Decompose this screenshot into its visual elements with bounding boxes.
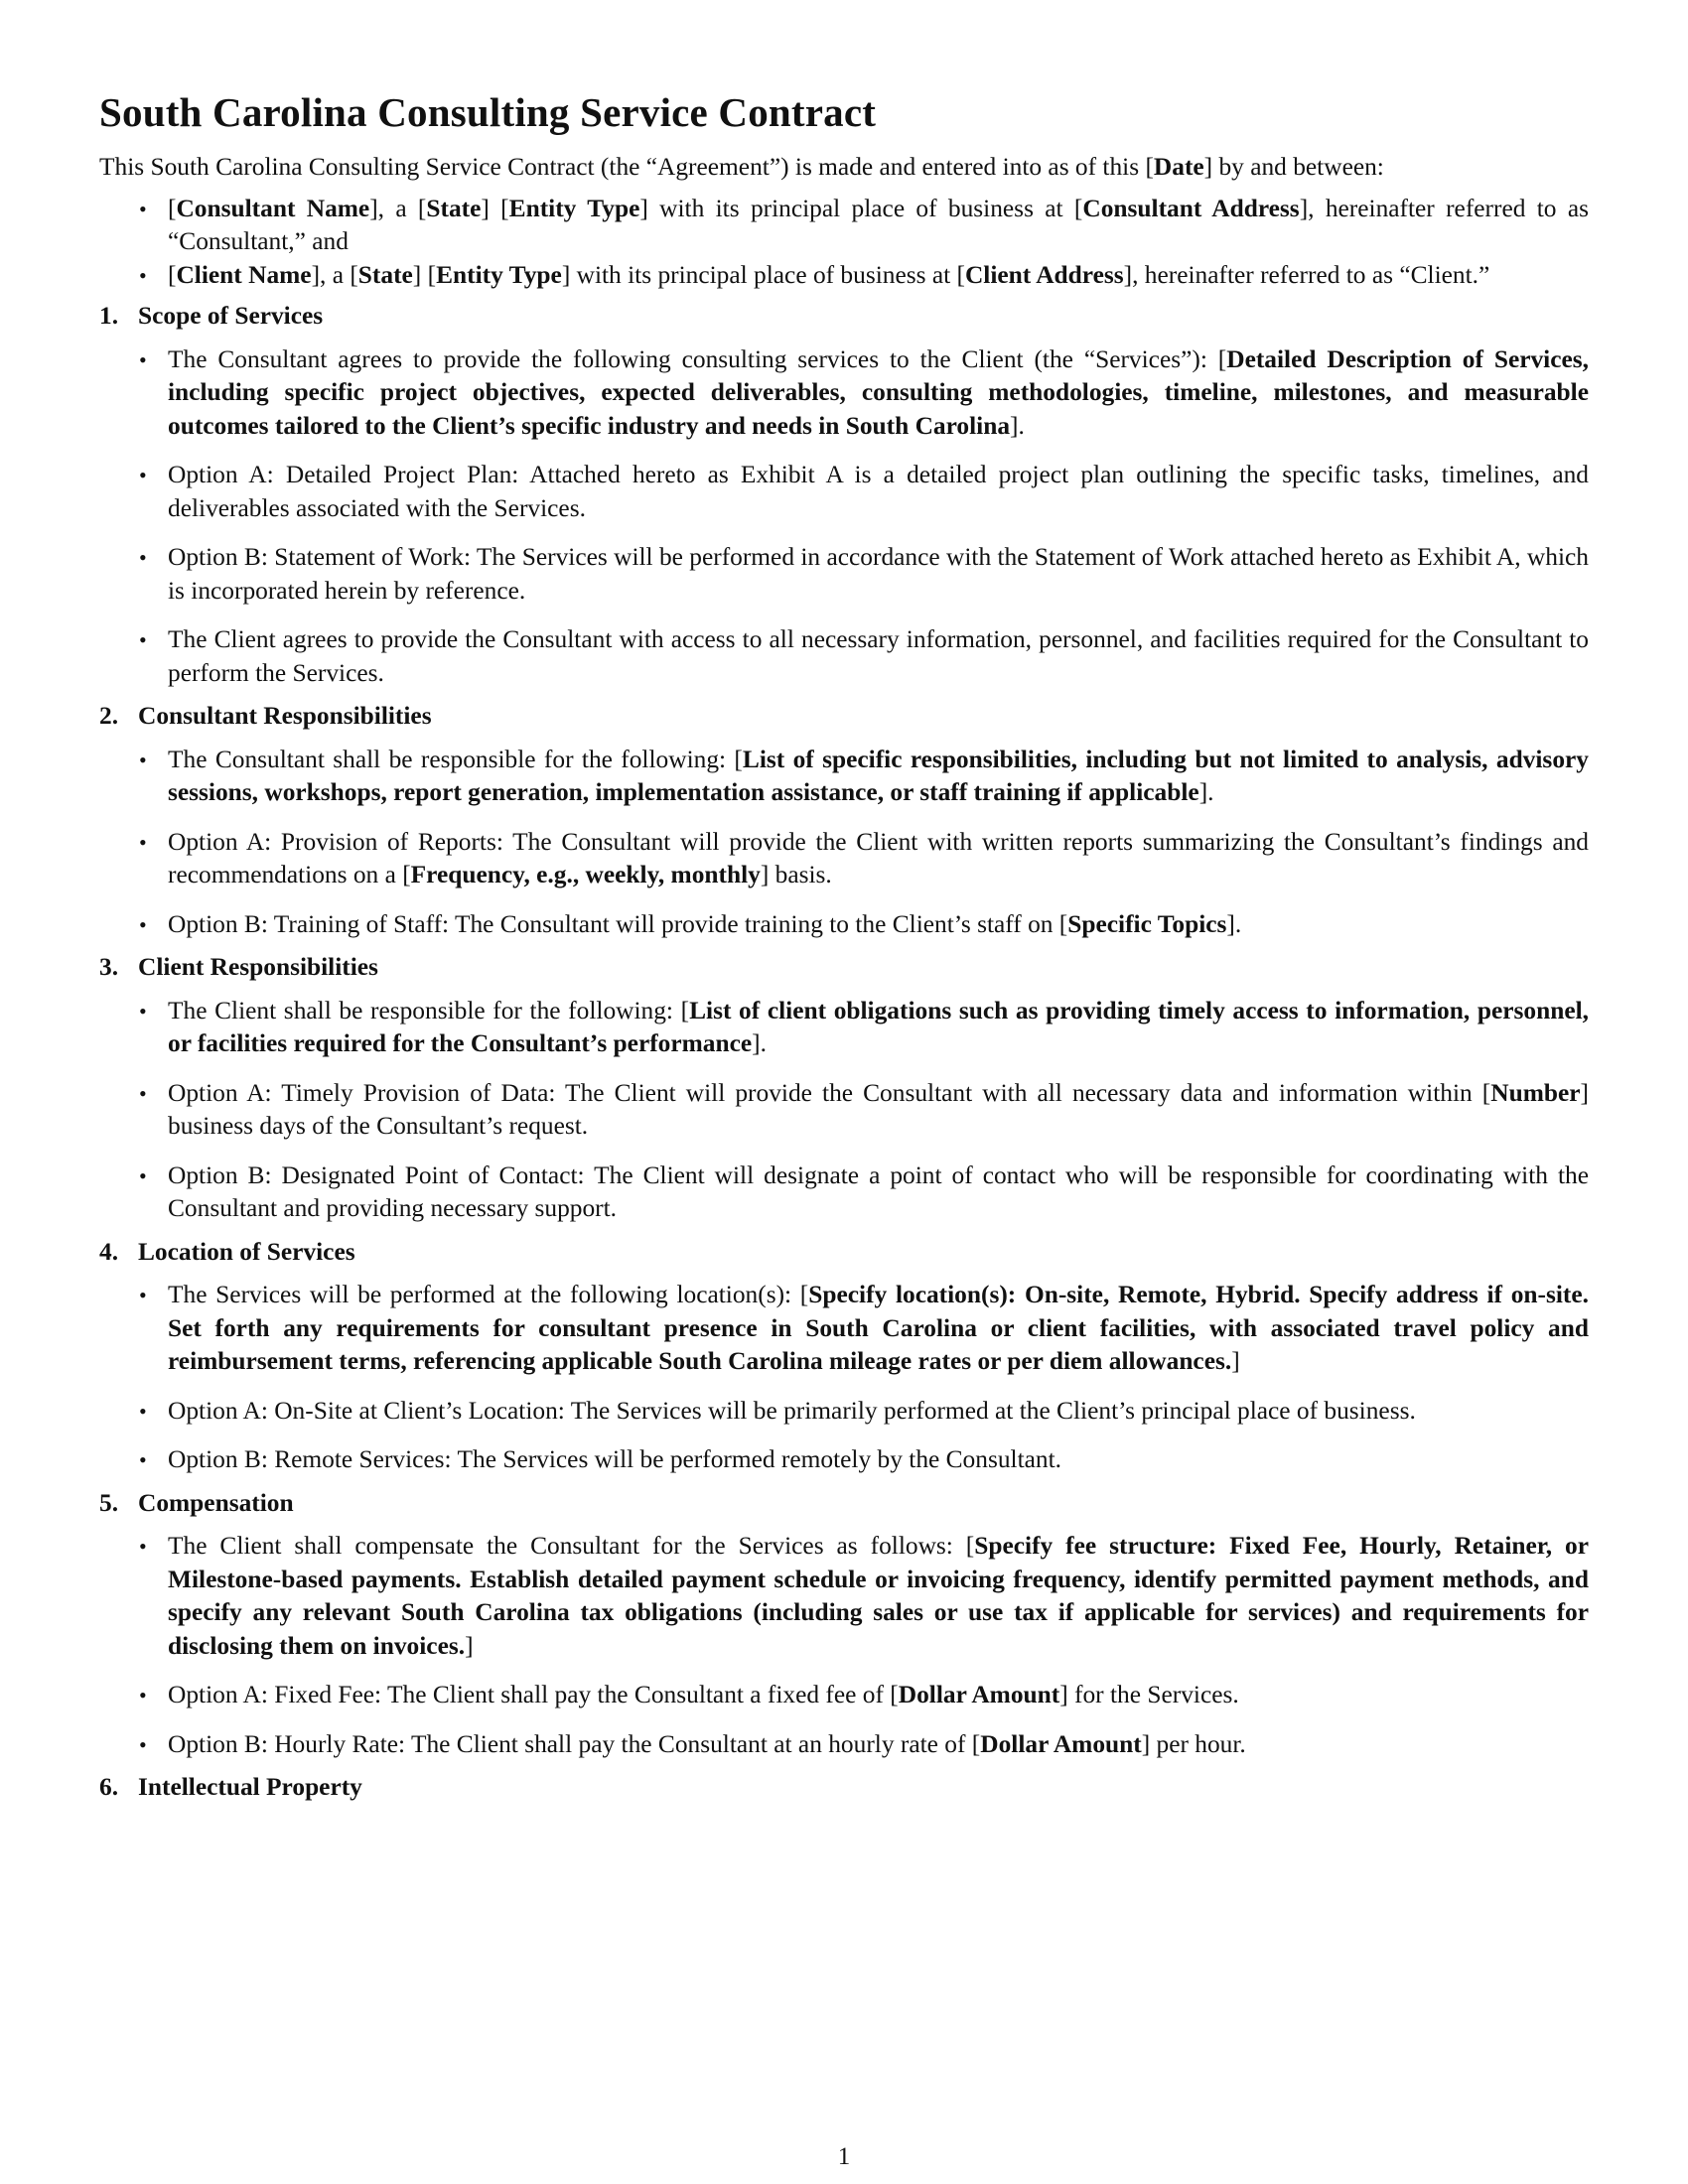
- party-client: • [Client Name], a [State] [Entity Type] with its principal place of business at [Client Address], hereinafter referred to as “Client.”: [99, 259, 1589, 293]
- list-item: • The Consultant agrees to provide the following consulting services to the Client (the “Services”): [Detailed Description of Services, including specific project objectives, expected deliverables, consulting methodologies, timeline, milestones, and measurable outcomes tailored to the Client’s specific industry and needs in South Carolina].: [99, 343, 1589, 444]
- section-list-compensation: [99, 1530, 1589, 1761]
- list-item: • The Services will be performed at the following location(s): [Specify location(s): On-site, Remote, Hybrid. Specify address if on-site. Set forth any requirements for consultant presence in South Carolina or client facilities, with associated travel policy and reimbursement terms, referencing applicable South Carolina mileage rates or per diem allowances.]: [99, 1279, 1589, 1379]
- party-consultant: • [Consultant Name], a [State] [Entity Type] with its principal place of business at [Consultant Address], hereinafter referred to as “Consultant,” and: [99, 193, 1589, 259]
- section-list-client-responsibilities: [99, 995, 1589, 1226]
- section-list-scope: [99, 343, 1589, 691]
- page-number: 1: [837, 2143, 851, 2170]
- section-heading-intellectual-property: 6. Intellectual Property: [99, 1773, 362, 1801]
- list-item: • The Client shall be responsible for the following: [List of client obligations such as providing timely access to information, personnel, or facilities required for the Consultant’s performance].: [99, 995, 1589, 1061]
- list-item: • Option B: Statement of Work: The Services will be performed in accordance with the Statement of Work attached hereto as Exhibit A, which is incorporated herein by reference.: [99, 541, 1589, 608]
- list-item: • The Consultant shall be responsible for the following: [List of specific responsibilities, including but not limited to analysis, advisory sessions, workshops, report generation, implementation assistance, or staff training if applicable].: [99, 744, 1589, 810]
- list-item: • Option A: Timely Provision of Data: The Client will provide the Consultant with all necessary data and information within [Number] business days of the Consultant’s request.: [99, 1077, 1589, 1144]
- list-item: • Option B: Training of Staff: The Consultant will provide training to the Client’s staff on [Specific Topics].: [99, 908, 1589, 942]
- section-list-location: [99, 1279, 1589, 1477]
- list-item: • Option A: Provision of Reports: The Consultant will provide the Client with written reports summarizing the Consultant’s findings and recommendations on a [Frequency, e.g., weekly, monthly] basis.: [99, 826, 1589, 892]
- section-heading-client-responsibilities: 3. Client Responsibilities: [99, 953, 378, 981]
- list-item: • The Client shall compensate the Consultant for the Services as follows: [Specify fee structure: Fixed Fee, Hourly, Retainer, or Milestone-based payments. Establish detailed payment schedule or invoicing frequency, identify permitted payment methods, and specify any relevant South Carolina tax obligations (including sales or use tax if applicable for services) and requirements for disclosing them on invoices.]: [99, 1530, 1589, 1663]
- list-item: • Option B: Designated Point of Contact: The Client will designate a point of contact who will be responsible for coordinating with the Consultant and providing necessary support.: [99, 1160, 1589, 1226]
- section-heading-consultant-responsibilities: 2. Consultant Responsibilities: [99, 702, 432, 730]
- list-item: • Option A: On-Site at Client’s Location: The Services will be primarily performed at the Client’s principal place of business.: [99, 1395, 1589, 1429]
- list-item: • Option B: Remote Services: The Services will be performed remotely by the Consultant.: [99, 1443, 1589, 1477]
- list-item: • Option B: Hourly Rate: The Client shall pay the Consultant at an hourly rate of [Dollar Amount] per hour.: [99, 1728, 1589, 1762]
- section-list-consultant-responsibilities: [99, 744, 1589, 942]
- list-item: • The Client agrees to provide the Consultant with access to all necessary information, personnel, and facilities required for the Consultant to perform the Services.: [99, 623, 1589, 690]
- document-title: South Carolina Consulting Service Contract: [99, 89, 877, 135]
- list-item: • Option A: Detailed Project Plan: Attached hereto as Exhibit A is a detailed project plan outlining the specific tasks, timelines, and deliverables associated with the Services.: [99, 459, 1589, 525]
- section-heading-compensation: 5. Compensation: [99, 1488, 294, 1517]
- parties-list: [99, 193, 1589, 293]
- date-placeholder: Date: [1153, 153, 1204, 181]
- section-heading-scope: 1. Scope of Services: [99, 302, 324, 330]
- list-item: • Option A: Fixed Fee: The Client shall pay the Consultant a fixed fee of [Dollar Amount] for the Services.: [99, 1679, 1589, 1712]
- intro-paragraph: This South Carolina Consulting Service Contract (the “Agreement”) is made and entered into as of this [Date] by and between:: [99, 153, 1384, 181]
- document-body: [99, 89, 1589, 1815]
- section-heading-location: 4. Location of Services: [99, 1237, 355, 1266]
